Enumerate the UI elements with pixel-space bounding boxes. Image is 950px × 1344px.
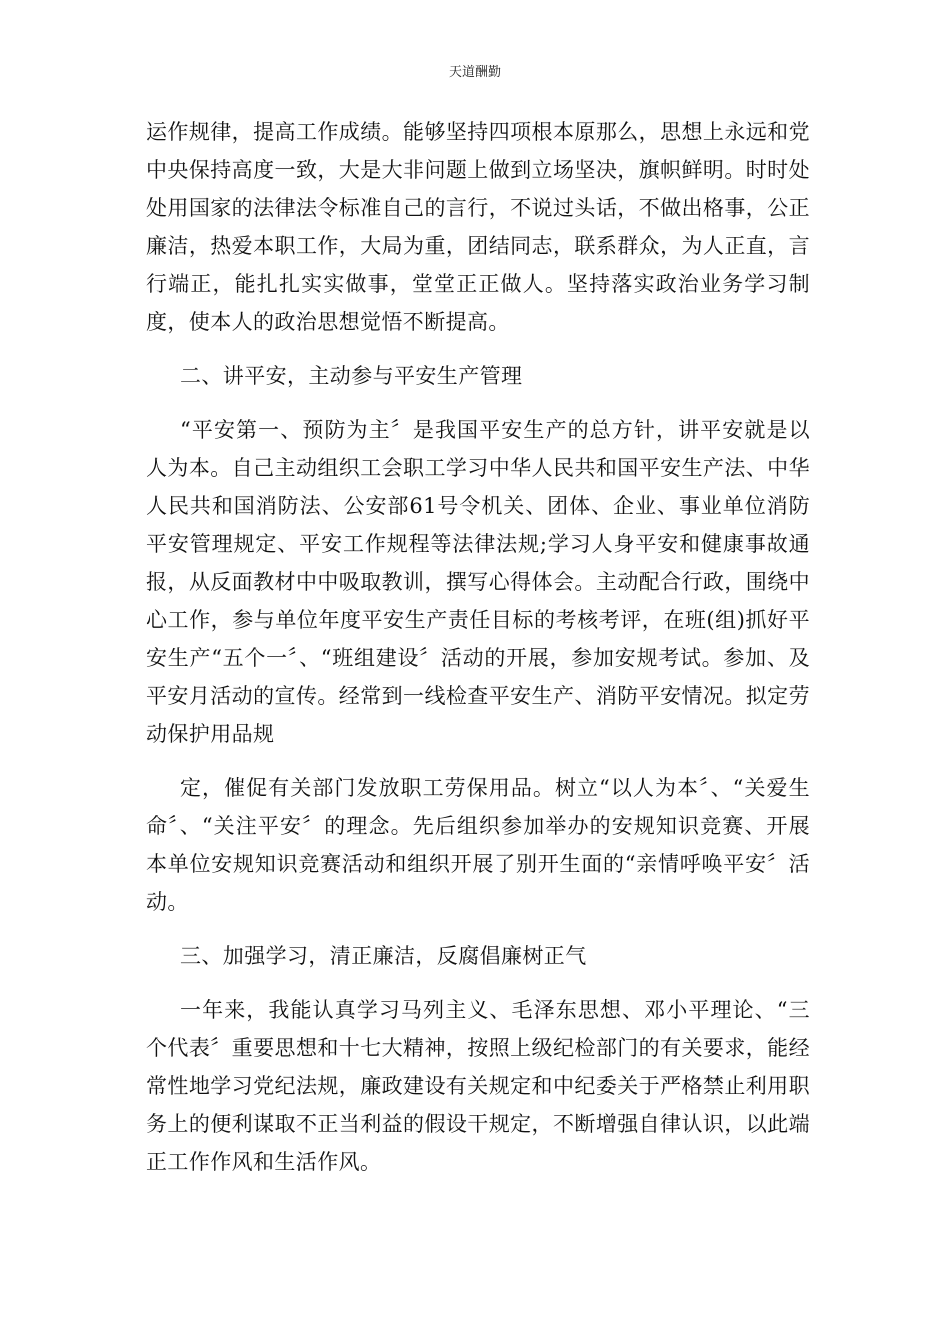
document-body bbox=[146, 113, 810, 1181]
page-header: 天道酬勤 bbox=[448, 65, 501, 80]
paragraph-intro-continuation: 运作规律，提高工作成绩。能够坚持四项根本原那么，思想上永远和党中央保持高度一致，大是大非问题上做到立场坚决，旗帜鲜明。时时处处用国家的法律法令标准自己的言行，不说过头话，不做出格事，公正廉洁，热爱本职工作，大局为重，团结同志，联系群众，为人正直，言行端正，能扎扎实实做事，堂堂正正做人。坚持落实政治业务学习制度，使本人的政治思想觉悟不断提高。 bbox=[146, 120, 810, 334]
paragraph-safety-policy: “平安第一、预防为主〞是我国平安生产的总方针，讲平安就是以人为本。自己主动组织工会职工学习中华人民共和国平安生产法、中华人民共和国消防法、公安部61号令机关、团体、企业、事业单位消防平安管理规定、平安工作规程等法律法规;学习人身平安和健康事故通报，从反面教材中中吸取教训，撰写心得体会。主动配合行政，围绕中心工作，参与单位年度平安生产责任目标的考核考评，在班(组)抓好平安生产“五个一〞、“班组建设〞活动的开展，参加安规考试。参加、及平安月活动的宣传。经常到一线检查平安生产、消防平安情况。拟定劳动保护用品规 bbox=[146, 418, 810, 746]
paragraph-safety-activities: 定，催促有关部门发放职工劳保用品。树立“以人为本〞、“关爱生命〞、“关注平安〞的理念。先后组织参加举办的安规知识竞赛、开展本单位安规知识竞赛活动和组织开展了别开生面的“亲情呼唤平安〞活动。 bbox=[146, 776, 810, 914]
paragraph-integrity-study: 一年来，我能认真学习马列主义、毛泽东思想、邓小平理论、“三个代表〞重要思想和十七大精神，按照上级纪检部门的有关要求，能经常性地学习党纪法规，廉政建设有关规定和中纪委关于严格禁止利用职务上的便利谋取不正当利益的假设干规定，不断增强自律认识，以此端正工作作风和生活作风。 bbox=[146, 998, 810, 1174]
section-heading-safety: 二、讲平安，主动参与平安生产管理 bbox=[180, 364, 523, 388]
section-heading-integrity: 三、加强学习，清正廉洁，反腐倡廉树正气 bbox=[180, 944, 587, 968]
